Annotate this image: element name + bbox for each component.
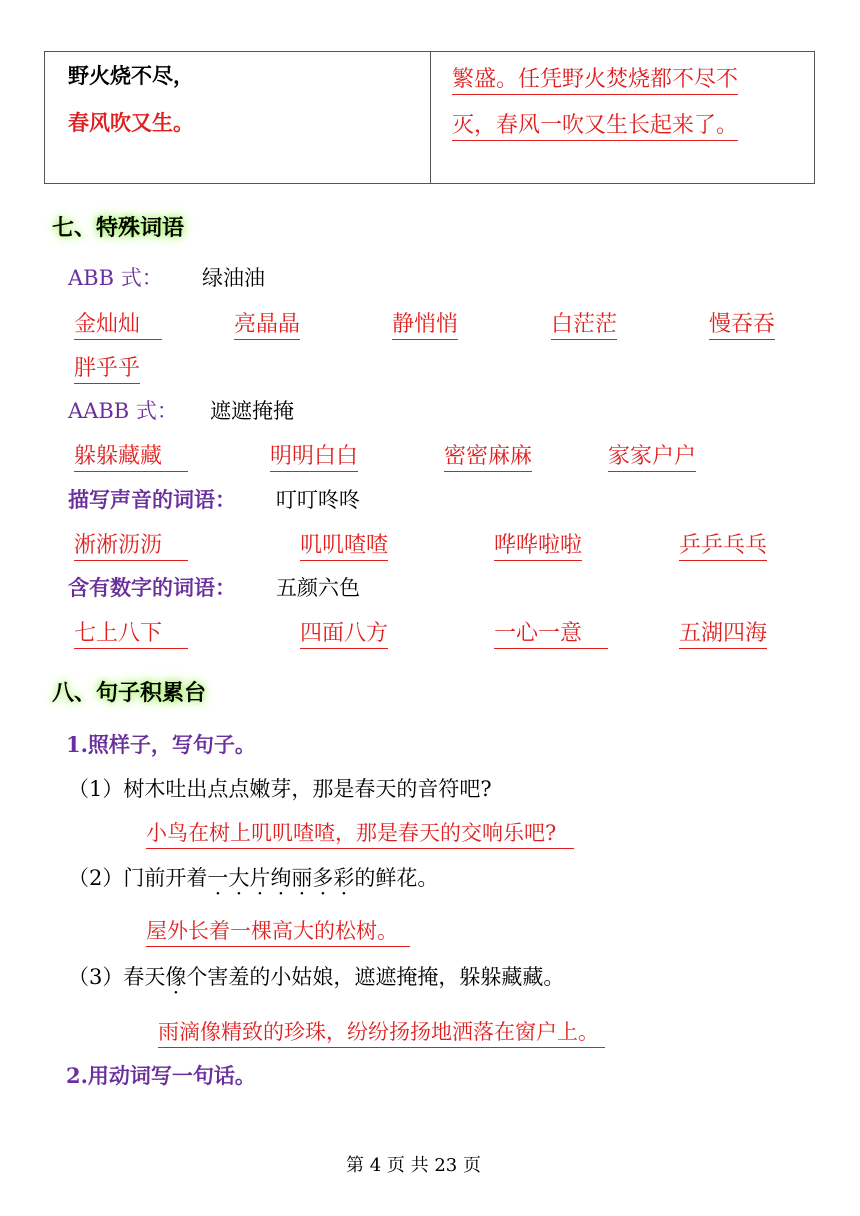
dotted-char: 片 [249, 866, 271, 890]
dotted-char: 绚 [270, 866, 292, 890]
sentence-2 [68, 862, 438, 892]
number-example: 五颜六色 [276, 576, 360, 600]
dotted-char: 大 [228, 866, 250, 890]
answer-3: 雨滴像精致的珍珠，纷纷扬扬地洒落在窗户上。 [158, 1016, 605, 1048]
answer-1: 小鸟在树上叽叽喳喳，那是春天的交响乐吧? [146, 817, 574, 849]
sound-answer-1: 淅淅沥沥 [74, 528, 188, 561]
sentence-1: （1）树木吐出点点嫩芽，那是春天的音符吧? [68, 777, 492, 801]
abb-answer-5: 慢吞吞 [709, 307, 775, 340]
dotted-char: 彩 [333, 866, 355, 890]
number-label: 含有数字的词语： [68, 575, 236, 600]
number-answer-1: 七上八下 [74, 616, 188, 649]
sentence-2-prefix: （2）门前开着 [68, 866, 208, 890]
aabb-label: AABB 式： [68, 399, 178, 423]
number-answer-2: 四面八方 [300, 616, 388, 649]
dotted-char: 多 [312, 866, 334, 890]
sound-answer-4: 乒乒乓乓 [679, 528, 767, 561]
number-answer-3: 一心一意 [494, 616, 608, 649]
sound-answer-3: 哗哗啦啦 [494, 528, 582, 561]
dotted-char: 像 [165, 965, 187, 989]
sentence-3 [68, 961, 564, 991]
aabb-answer-1: 躲躲藏藏 [74, 439, 188, 472]
question-2-title: 2.用动词写一句话。 [66, 1063, 256, 1088]
sentence-3-prefix: （3）春天 [68, 965, 166, 989]
aabb-answer-2: 明明白白 [270, 439, 358, 472]
abb-label: ABB 式： [68, 266, 163, 290]
section-7-title: 七、特殊词语 [52, 215, 185, 241]
sound-example: 叮叮咚咚 [276, 488, 360, 512]
table-divider [430, 52, 431, 183]
abb-answer-6: 胖乎乎 [74, 351, 140, 384]
poem-line-2: 春风吹又生。 [68, 110, 194, 135]
abb-answer-2: 亮晶晶 [234, 307, 300, 340]
aabb-answer-4: 家家户户 [608, 439, 696, 472]
aabb-example: 遮遮掩掩 [210, 399, 294, 423]
sentence-2-suffix: 的鲜花。 [354, 866, 439, 890]
abb-answer-3: 静悄悄 [392, 307, 458, 340]
poem-line-1: 野火烧不尽， [68, 63, 194, 88]
abb-example: 绿油油 [202, 266, 265, 290]
translation-line-1: 繁盛。任凭野火焚烧都不尽不 [452, 62, 738, 95]
abb-answer-4: 白茫茫 [551, 307, 617, 340]
dotted-char: 丽 [291, 866, 313, 890]
sound-answer-2: 叽叽喳喳 [300, 528, 388, 561]
abb-answer-1: 金灿灿 [74, 307, 162, 340]
dotted-char: 一 [207, 866, 229, 890]
number-answer-4: 五湖四海 [679, 616, 767, 649]
page-number: 第 4 页 共 23 页 [346, 1155, 481, 1176]
answer-2: 屋外长着一棵高大的松树。 [146, 915, 410, 947]
translation-line-2: 灭，春风一吹又生长起来了。 [452, 108, 738, 141]
sentence-3-suffix: 个害羞的小姑娘，遮遮掩掩，躲躲藏藏。 [186, 965, 565, 989]
question-1-title: 1.照样子，写句子。 [66, 732, 256, 757]
section-8-title: 八、句子积累台 [52, 680, 207, 706]
sound-label: 描写声音的词语： [68, 487, 236, 512]
aabb-answer-3: 密密麻麻 [444, 439, 532, 472]
